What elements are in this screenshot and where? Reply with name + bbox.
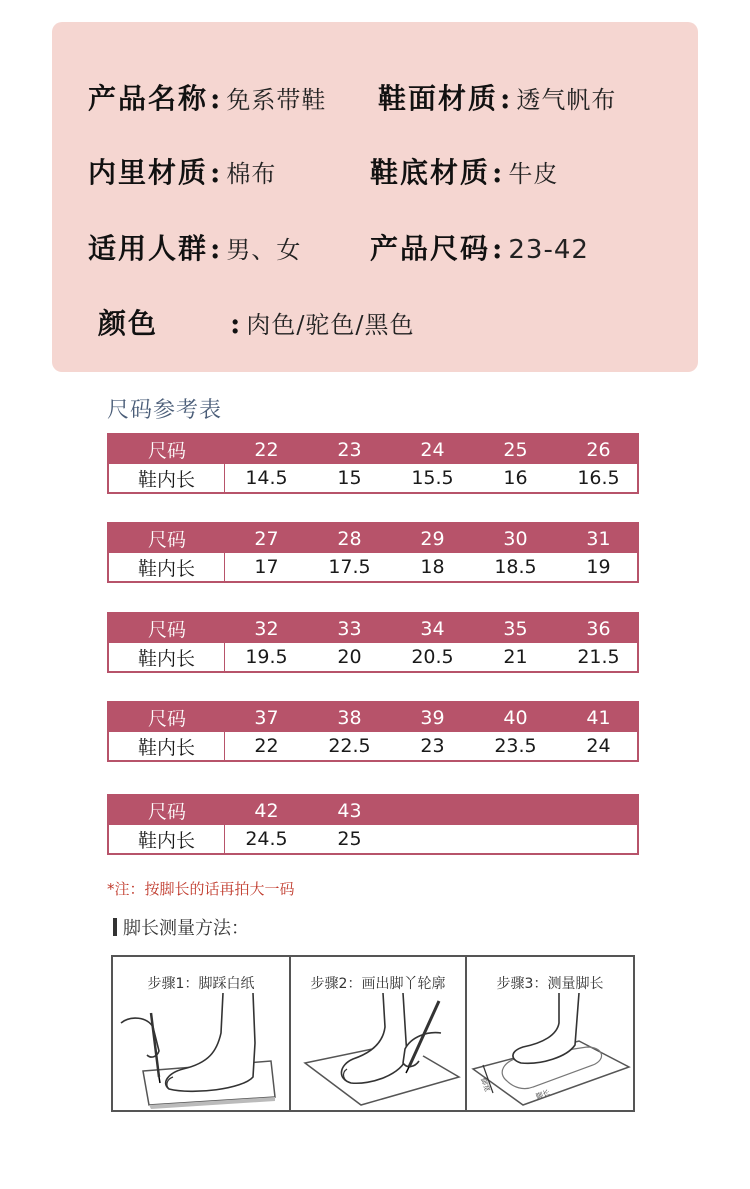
length-cell: 18 <box>420 556 445 578</box>
size-table <box>107 433 639 494</box>
size-cell: 38 <box>337 706 362 729</box>
size-row <box>109 703 637 732</box>
size-cell: 31 <box>586 527 611 550</box>
size-cell: 26 <box>586 438 611 461</box>
size-cell: 42 <box>254 799 279 822</box>
length-cell: 15 <box>337 467 362 489</box>
info-separator: : <box>210 156 221 189</box>
size-row-label: 尺码 <box>147 529 186 551</box>
info-key: 颜色 <box>98 307 159 340</box>
step-label: 步骤3：测量脚长 <box>496 976 604 992</box>
size-row-label: 尺码 <box>147 440 186 462</box>
length-cell: 16.5 <box>577 467 620 489</box>
length-cell: 24.5 <box>245 828 288 850</box>
size-table <box>107 794 639 855</box>
size-cell: 36 <box>586 617 611 640</box>
length-row <box>109 732 637 760</box>
info-value: 棉布 <box>226 160 277 188</box>
length-row-label: 鞋内长 <box>109 732 225 760</box>
size-cell: 29 <box>420 527 445 550</box>
info-item-target-group <box>88 227 301 267</box>
length-row-label: 鞋内长 <box>109 643 225 671</box>
length-cell: 22.5 <box>328 735 371 757</box>
size-row <box>109 435 637 464</box>
info-row-1 <box>52 77 698 125</box>
size-cell: 28 <box>337 527 362 550</box>
info-item-sole-material <box>370 151 558 191</box>
step-2 <box>289 957 465 1110</box>
size-cell: 35 <box>503 617 528 640</box>
info-key: 内里材质 <box>88 156 209 189</box>
size-cell: 43 <box>337 799 362 822</box>
size-cell: 37 <box>254 706 279 729</box>
size-cell: 32 <box>254 617 279 640</box>
size-table <box>107 701 639 762</box>
info-key: 鞋面材质 <box>378 82 499 115</box>
paper-label-width: 脚宽 <box>479 1076 492 1093</box>
title-bar-mark <box>113 918 117 936</box>
info-row-4 <box>52 302 698 350</box>
size-cell: 34 <box>420 617 445 640</box>
size-row <box>109 614 637 643</box>
info-separator: : <box>210 82 221 115</box>
length-cell: 15.5 <box>411 467 454 489</box>
info-value: 透气帆布 <box>516 86 617 114</box>
size-row-label: 尺码 <box>147 619 186 641</box>
size-cell: 23 <box>337 438 362 461</box>
step-label: 步骤1：脚踩白纸 <box>147 976 255 992</box>
length-row <box>109 464 637 492</box>
info-key: 适用人群 <box>88 232 209 265</box>
foot-on-paper-icon <box>113 993 285 1111</box>
paper-label-length: 脚长 <box>534 1088 551 1101</box>
length-cell: 23 <box>420 735 445 757</box>
product-info-card <box>52 22 698 372</box>
size-row <box>109 796 637 825</box>
length-row-label: 鞋内长 <box>109 553 225 581</box>
info-value: 23-42 <box>508 235 589 265</box>
length-row-label: 鞋内长 <box>109 464 225 492</box>
method-title-text: 脚长测量方法： <box>123 918 249 939</box>
length-cell: 23.5 <box>494 735 537 757</box>
info-key: 鞋底材质 <box>370 156 491 189</box>
length-cell: 25 <box>337 828 362 850</box>
trace-foot-outline-icon <box>291 993 463 1111</box>
info-separator: : <box>500 82 511 115</box>
info-value: 免系带鞋 <box>226 86 327 114</box>
length-row-label: 鞋内长 <box>109 825 225 853</box>
info-item-lining-material <box>88 151 276 191</box>
size-cell: 24 <box>420 438 445 461</box>
size-cell: 41 <box>586 706 611 729</box>
info-item-upper-material <box>378 77 616 117</box>
size-cell: 30 <box>503 527 528 550</box>
info-separator: : <box>492 156 503 189</box>
length-cell: 22 <box>254 735 279 757</box>
length-cell: 19 <box>586 556 611 578</box>
length-row <box>109 643 637 671</box>
size-row-label: 尺码 <box>147 801 186 823</box>
size-table <box>107 612 639 673</box>
size-table <box>107 522 639 583</box>
measure-foot-length-icon <box>467 993 633 1111</box>
step-1 <box>113 957 289 1110</box>
length-cell: 17 <box>254 556 279 578</box>
size-row-label: 尺码 <box>147 708 186 730</box>
length-cell: 20.5 <box>411 646 454 668</box>
size-cell: 40 <box>503 706 528 729</box>
length-row <box>109 553 637 581</box>
length-cell: 21.5 <box>577 646 620 668</box>
size-note: *注：按脚长的话再拍大一码 <box>107 880 295 898</box>
info-separator: : <box>492 232 503 265</box>
info-separator: : <box>210 232 221 265</box>
info-item-product-name <box>88 77 326 117</box>
info-item-color <box>98 302 415 342</box>
size-cell: 27 <box>254 527 279 550</box>
info-value: 男、女 <box>226 236 302 264</box>
length-cell: 19.5 <box>245 646 288 668</box>
length-cell: 14.5 <box>245 467 288 489</box>
length-cell: 16 <box>503 467 528 489</box>
length-cell: 21 <box>503 646 528 668</box>
method-title <box>113 914 249 940</box>
length-cell: 17.5 <box>328 556 371 578</box>
length-cell: 20 <box>337 646 362 668</box>
length-row <box>109 825 637 853</box>
info-value: 牛皮 <box>508 160 559 188</box>
size-cell: 22 <box>254 438 279 461</box>
size-cell: 33 <box>337 617 362 640</box>
size-cell: 25 <box>503 438 528 461</box>
info-value: 肉色/驼色/黑色 <box>246 311 415 339</box>
size-chart-title: 尺码参考表 <box>107 398 223 423</box>
info-key: 产品尺码 <box>370 232 491 265</box>
measurement-steps <box>111 955 635 1112</box>
info-row-3 <box>52 227 698 275</box>
length-cell: 18.5 <box>494 556 537 578</box>
info-separator: : <box>230 307 241 340</box>
size-row <box>109 524 637 553</box>
info-row-2 <box>52 151 698 199</box>
size-cell: 39 <box>420 706 445 729</box>
length-cell: 24 <box>586 735 611 757</box>
info-item-size-range <box>370 227 589 267</box>
info-key: 产品名称 <box>88 82 209 115</box>
step-label: 步骤2：画出脚丫轮廓 <box>310 976 446 992</box>
step-3 <box>465 957 633 1110</box>
